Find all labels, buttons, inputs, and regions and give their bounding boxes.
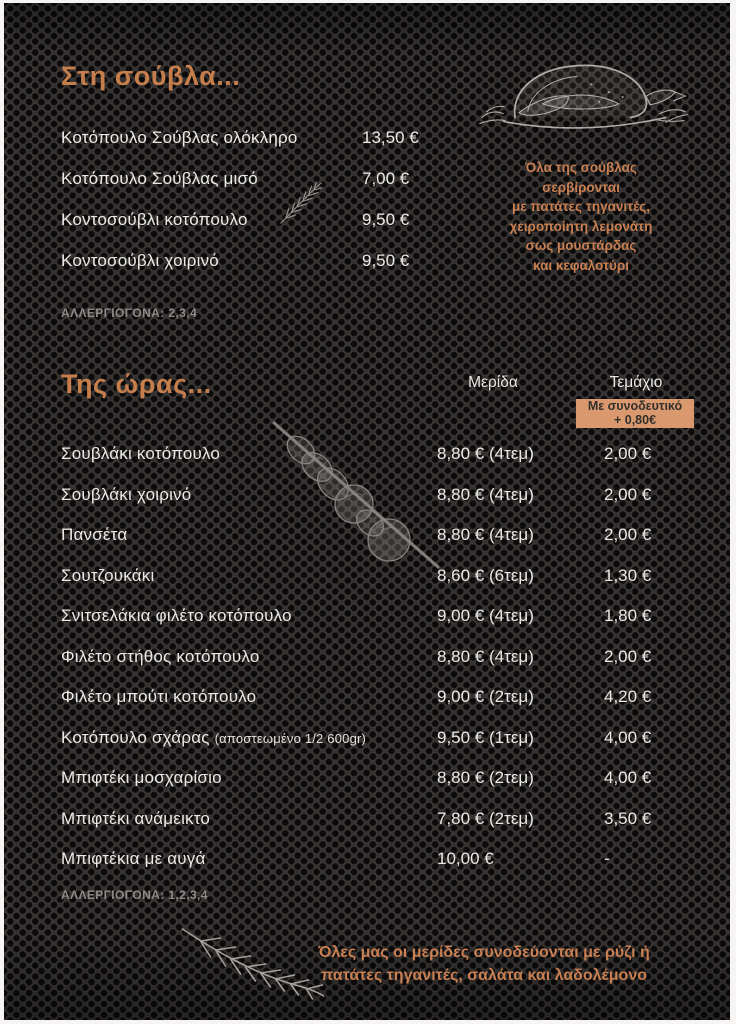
piece-surcharge-badge: [576, 399, 694, 428]
item-portion-price: 10,00 €: [437, 849, 494, 869]
item-name: Σουβλάκι κοτόπουλο: [61, 444, 221, 464]
item-piece-price: 3,50 €: [604, 808, 652, 828]
spit-note: [486, 158, 676, 275]
item-price: 7,00 €: [362, 168, 410, 188]
item-portion-price: 8,80 € (4τεμ): [437, 525, 534, 545]
item-portion-price: 9,00 € (2τεμ): [437, 687, 534, 707]
menu-item-row: [61, 677, 701, 718]
item-name: Κοτόπουλο Σούβλας ολόκληρο: [61, 127, 298, 147]
roast-chicken-sketch-illustration: [472, 53, 696, 143]
item-name: Μπιφτέκι μοσχαρίσιο: [61, 768, 222, 788]
menu-item-row: [61, 556, 701, 597]
spit-note-line: Όλα της σούβλας: [525, 160, 637, 175]
menu-item-row: [61, 718, 701, 759]
item-name: Μπιφτέκι ανάμεικτο: [61, 808, 211, 828]
item-price: 9,50 €: [362, 209, 410, 229]
spit-note-line: σερβίρονται: [542, 179, 620, 195]
item-name-note: (αποστεωμένο 1/2 600gr): [214, 730, 367, 746]
item-piece-price: 2,00 €: [604, 444, 652, 464]
menu-item-row: [61, 240, 441, 281]
item-portion-price: 8,80 € (4τεμ): [437, 484, 534, 504]
menu-item-row: [61, 475, 701, 516]
menu-item-row: [61, 117, 441, 158]
item-name: Σουτζουκάκι: [61, 565, 155, 585]
rosemary-sprig-icon: [276, 171, 326, 235]
spit-note-line: σως μουστάρδας: [525, 238, 637, 253]
spit-note-line: χειροποίητη λεμονάτη: [509, 218, 653, 234]
item-name: Σνιτσελάκια φιλέτο κοτόπουλο: [61, 606, 292, 626]
item-piece-price: 1,30 €: [604, 565, 652, 585]
item-name: Κοτόπουλο Σούβλας μισό: [61, 168, 258, 188]
menu-item-row: [61, 515, 701, 556]
item-portion-price: 7,80 € (2τεμ): [437, 808, 534, 828]
item-piece-price: 2,00 €: [604, 484, 652, 504]
item-piece-price: 4,20 €: [604, 687, 652, 707]
item-name: Κοτόπουλο σχάρας: [61, 727, 210, 747]
allergens-note-fresh: ΑΛΛΕΡΓΙΟΓΟΝΑ: 1,2,3,4: [61, 888, 208, 902]
item-name: Φιλέτο στήθος κοτόπουλο: [61, 646, 260, 666]
item-portion-price: 9,50 € (1τεμ): [437, 727, 534, 747]
item-portion-price: 8,80 € (2τεμ): [437, 768, 534, 788]
item-piece-price: 2,00 €: [604, 525, 652, 545]
rosemary-sprig-icon: [170, 921, 336, 1013]
spit-item-list: [61, 117, 441, 281]
surcharge-line: + 0,80€: [613, 412, 657, 427]
menu-item-row: [61, 434, 701, 475]
footer-note: [274, 941, 694, 987]
item-name: Φιλέτο μπούτι κοτόπουλο: [61, 687, 257, 707]
item-name: Σουβλάκι χοιρινό: [61, 484, 192, 504]
item-piece-price: -: [604, 849, 610, 869]
column-header-piece: Τεμάχιο: [609, 374, 663, 391]
footer-note-line: πατάτες τηγανιτές, σαλάτα και λαδολέμονο: [320, 967, 647, 984]
item-piece-price: 2,00 €: [604, 646, 652, 666]
item-name: Πανσέτα: [61, 525, 128, 545]
item-name: Μπιφτέκια με αυγά: [61, 849, 206, 869]
item-piece-price: 4,00 €: [604, 727, 652, 747]
spit-note-line: με πατάτες τηγανιτές,: [511, 199, 651, 214]
section-title-spit: Στη σούβλα...: [61, 61, 241, 91]
item-piece-price: 1,80 €: [604, 606, 652, 626]
item-name: Κοντοσούβλι χοιρινό: [61, 250, 219, 270]
item-portion-price: 8,80 € (4τεμ): [437, 444, 534, 464]
menu-item-row: [61, 839, 701, 880]
item-price: 9,50 €: [362, 250, 410, 270]
menu-panel: [4, 3, 730, 1020]
menu-item-row: [61, 158, 441, 199]
spit-note-line: και κεφαλοτύρι: [533, 257, 629, 273]
footer-note-line: Όλες μας οι μερίδες συνοδεύονται με ρύζι ή: [318, 944, 650, 961]
item-portion-price: 9,00 € (4τεμ): [437, 606, 534, 626]
menu-item-row: [61, 758, 701, 799]
section-title-fresh: Της ώρας...: [61, 369, 212, 399]
allergens-note-spit: ΑΛΛΕΡΓΙΟΓΟΝΑ: 2,3,4: [61, 306, 198, 320]
surcharge-line: Με συνοδευτικό: [587, 399, 683, 413]
menu-item-row: [61, 799, 701, 840]
item-piece-price: 4,00 €: [604, 768, 652, 788]
menu-item-row: [61, 199, 441, 240]
item-portion-price: 8,80 € (4τεμ): [437, 646, 534, 666]
item-portion-price: 8,60 € (6τεμ): [437, 565, 534, 585]
menu-item-row: [61, 637, 701, 678]
fresh-item-list: [61, 434, 701, 880]
menu-item-row: [61, 596, 701, 637]
item-price: 13,50 €: [362, 127, 419, 147]
item-name: Κοντοσούβλι κοτόπουλο: [61, 209, 248, 229]
column-header-portion: Μερίδα: [468, 374, 518, 391]
